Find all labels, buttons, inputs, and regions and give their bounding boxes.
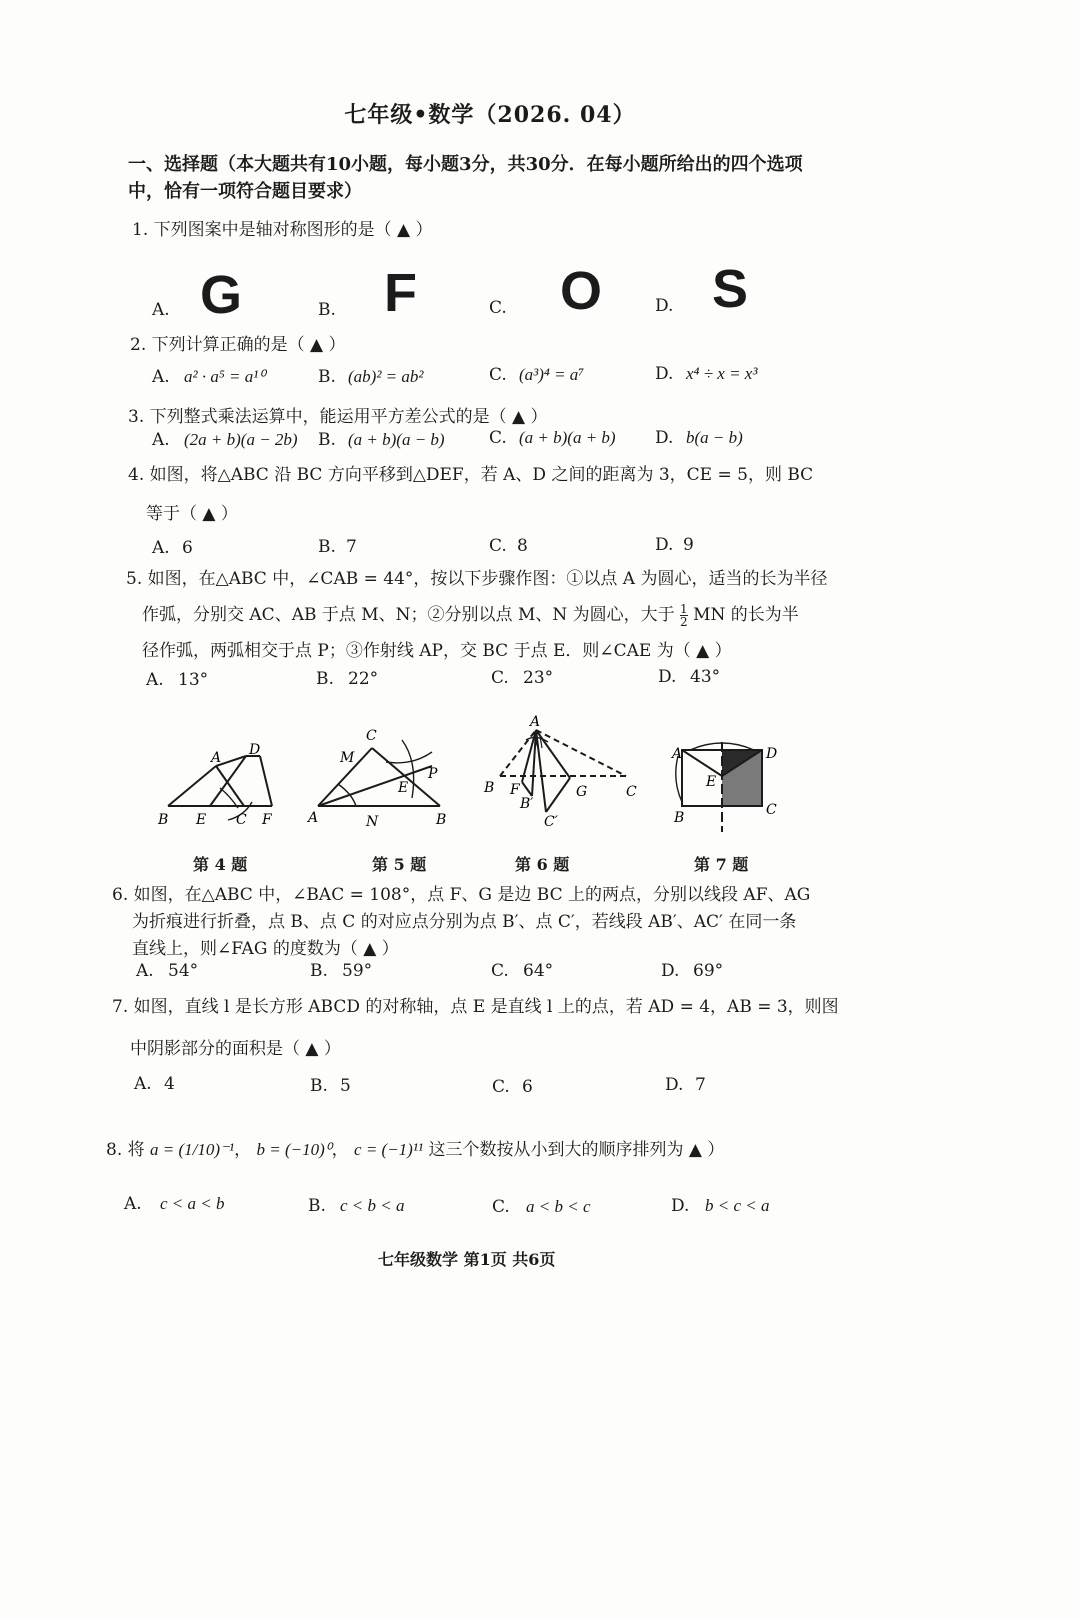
- q1-stem: 1. 下列图案中是轴对称图形的是（ ▲ ）: [132, 220, 433, 240]
- figure-q6: [478, 712, 648, 832]
- figure-q6-caption: 第 6 题: [515, 855, 570, 874]
- q8-b-expr: b = (−10)⁰: [256, 1140, 332, 1159]
- q5-option-c-label: C.: [491, 668, 509, 688]
- q3-option-b: (a + b)(a − b): [348, 430, 445, 449]
- q6-option-b-label: B.: [310, 961, 328, 981]
- q2-option-b-label: B.: [318, 367, 336, 387]
- q6-line1: 6. 如图，在△ABC 中，∠BAC = 108°，点 F、G 是边 BC 上的两点，分别以线段 AF、AG: [112, 885, 811, 905]
- q6-line3: 直线上，则∠FAG 的度数为（ ▲ ）: [132, 939, 399, 959]
- q7-option-a-label: A.: [134, 1074, 152, 1094]
- q5-line2: [142, 600, 799, 628]
- q7-line1: 7. 如图，直线 l 是长方形 ABCD 的对称轴，点 E 是直线 l 上的点，若 AD = 4，AB = 3，则图: [112, 997, 839, 1017]
- q8-option-c-label: C.: [492, 1197, 510, 1217]
- q4-line1: 4. 如图，将△ABC 沿 BC 方向平移到△DEF，若 A、D 之间的距离为 3，CE = 5，则 BC: [128, 465, 814, 485]
- q3-stem: 3. 下列整式乘法运算中，能运用平方差公式的是（ ▲ ）: [128, 407, 548, 427]
- q8-option-a-label: A.: [124, 1194, 142, 1214]
- fig4-label-f: F: [262, 812, 272, 828]
- q5-fraction: [680, 603, 688, 628]
- q5-option-c: 23°: [523, 668, 554, 688]
- fig7-label-d: D: [766, 746, 778, 762]
- q4-option-d: 9: [683, 535, 694, 555]
- figure-q4: [150, 740, 290, 840]
- fig6-label-bprime: B′: [520, 796, 534, 812]
- q2-option-d: x⁴ ÷ x = x³: [686, 364, 758, 383]
- fig6-label-f: F: [510, 782, 520, 798]
- q1-option-c-glyph: O: [560, 261, 603, 321]
- fig4-label-c: C: [236, 812, 247, 828]
- q7-option-c-label: C.: [492, 1077, 510, 1097]
- figure-q7: [668, 736, 798, 836]
- q2-option-b: (ab)² = ab²: [348, 367, 424, 386]
- q6-option-b: 59°: [342, 961, 373, 981]
- q2-option-d-label: D.: [655, 364, 674, 384]
- page-footer: 七年级数学 第1页 共6页: [378, 1250, 556, 1269]
- fig5-label-m: M: [340, 750, 355, 766]
- q3-option-d-label: D.: [655, 428, 674, 448]
- q3-option-a-label: A.: [152, 430, 170, 450]
- fig4-label-d: D: [249, 742, 261, 758]
- q2-stem: 2. 下列计算正确的是（ ▲ ）: [130, 335, 346, 355]
- figure-q4-caption: 第 4 题: [193, 855, 248, 874]
- q6-option-c: 64°: [523, 961, 554, 981]
- q1-option-b-label: B.: [318, 300, 336, 320]
- q5-line1: 5. 如图，在△ABC 中，∠CAB = 44°，按以下步骤作图：①以点 A 为圆心，适当的长为半径: [126, 569, 828, 589]
- figure-q5-caption: 第 5 题: [372, 855, 427, 874]
- q4-option-c: 8: [517, 536, 528, 556]
- fig7-label-a: A: [672, 746, 683, 762]
- q5-line2-b: MN 的长为半: [693, 605, 799, 625]
- q5-line3: 径作弧，两弧相交于点 P；③作射线 AP，交 BC 于点 E．则∠CAE 为（ ▲ ）: [142, 641, 732, 661]
- q5-option-a-label: A.: [146, 670, 164, 690]
- q7-option-d-label: D.: [665, 1075, 684, 1095]
- q4-option-b: 7: [346, 537, 357, 557]
- section-header-line1: 一、选择题（本大题共有10小题，每小题3分，共30分．在每小题所给出的四个选项: [128, 154, 803, 175]
- q3-option-b-label: B.: [318, 430, 336, 450]
- q4-option-a: 6: [182, 538, 193, 558]
- q1-option-a-glyph: G: [200, 265, 243, 325]
- fig5-label-a: A: [308, 810, 319, 826]
- fig6-label-cprime: C′: [544, 814, 558, 830]
- q5-option-b-label: B.: [316, 669, 334, 689]
- figure-q7-caption: 第 7 题: [694, 855, 749, 874]
- fig4-label-a: A: [211, 750, 222, 766]
- q5-fraction-num: 1: [680, 602, 688, 616]
- q3-option-c-label: C.: [489, 428, 507, 448]
- q1-option-b-glyph: F: [384, 263, 417, 323]
- fig6-label-c: C: [626, 784, 637, 800]
- fig6-label-g: G: [576, 784, 588, 800]
- fig5-label-n: N: [366, 814, 379, 830]
- q6-option-d-label: D.: [661, 961, 680, 981]
- fig4-label-b: B: [158, 812, 169, 828]
- q7-option-b-label: B.: [310, 1076, 328, 1096]
- q2-option-a-label: A.: [152, 367, 170, 387]
- q8-c-expr: c = (−1)¹¹: [354, 1140, 424, 1159]
- q6-line2: 为折痕进行折叠，点 B、点 C 的对应点分别为点 B′、点 C′，若线段 AB′、AC′ 在同一条: [132, 912, 797, 932]
- q8-a-expr: a = (1/10)⁻¹: [150, 1140, 235, 1159]
- q5-option-b: 22°: [348, 669, 379, 689]
- q7-option-b: 5: [340, 1076, 351, 1096]
- fig5-label-p: P: [428, 766, 438, 782]
- fig5-label-e: E: [398, 780, 409, 796]
- fig7-label-c: C: [766, 802, 777, 818]
- q8-option-d-label: D.: [671, 1196, 690, 1216]
- section-header-line2: 中，恰有一项符合题目要求）: [128, 181, 362, 202]
- q4-option-a-label: A.: [152, 538, 170, 558]
- q8-stem: 8. 将 a = (1/10)⁻¹， b = (−10)⁰， c = (−1)¹¹ 这三个数按从小到大的顺序排列为 ▲ ）: [106, 1140, 725, 1160]
- q1-option-d-glyph: S: [712, 259, 749, 319]
- q6-option-a: 54°: [168, 961, 199, 981]
- q8-lead: 8. 将: [106, 1140, 145, 1160]
- q7-line2: 中阴影部分的面积是（ ▲ ）: [130, 1039, 341, 1059]
- q5-line2-a: 作弧，分别交 AC、AB 于点 M、N；②分别以点 M、N 为圆心，大于: [142, 605, 675, 625]
- q5-option-d-label: D.: [658, 667, 677, 687]
- fig7-label-b: B: [674, 810, 685, 826]
- q1-option-c-label: C.: [489, 298, 507, 318]
- q7-option-d: 7: [695, 1075, 706, 1095]
- q6-option-c-label: C.: [491, 961, 509, 981]
- fig4-label-e: E: [196, 812, 207, 828]
- q6-option-a-label: A.: [136, 961, 154, 981]
- page-title: 七年级•数学（2026. 04）: [344, 102, 636, 128]
- q5-option-a: 13°: [178, 670, 209, 690]
- q2-option-a: a² · a⁵ = a¹⁰: [184, 367, 266, 386]
- q2-option-c-label: C.: [489, 365, 507, 385]
- q2-option-c: (a³)⁴ = a⁷: [519, 365, 585, 384]
- q5-option-d: 43°: [690, 667, 721, 687]
- q7-option-c: 6: [522, 1077, 533, 1097]
- q8-tail: 这三个数按从小到大的顺序排列为 ▲ ）: [428, 1140, 725, 1160]
- q1-option-a-label: A.: [152, 300, 170, 320]
- q8-option-c: a < b < c: [526, 1197, 591, 1216]
- q7-option-a: 4: [164, 1074, 175, 1094]
- fig5-label-c: C: [366, 728, 377, 744]
- q4-option-b-label: B.: [318, 537, 336, 557]
- fig7-label-e: E: [706, 774, 717, 790]
- fig6-label-b: B: [484, 780, 495, 796]
- fig6-label-a: A: [530, 714, 541, 730]
- q3-option-c: (a + b)(a + b): [519, 428, 616, 447]
- figure-q5: [300, 722, 460, 832]
- q8-option-a: c < a < b: [160, 1194, 225, 1213]
- q3-option-d: b(a − b): [686, 428, 743, 447]
- fig5-label-b: B: [436, 812, 447, 828]
- q6-option-d: 69°: [693, 961, 724, 981]
- q1-option-d-label: D.: [655, 296, 674, 316]
- q8-option-b: c < b < a: [340, 1196, 405, 1215]
- q4-option-d-label: D.: [655, 535, 674, 555]
- q8-option-d: b < c < a: [705, 1196, 770, 1215]
- q3-option-a: (2a + b)(a − 2b): [184, 430, 298, 449]
- q4-line2: 等于（ ▲ ）: [146, 504, 238, 524]
- q4-option-c-label: C.: [489, 536, 507, 556]
- q8-option-b-label: B.: [308, 1196, 326, 1216]
- q5-fraction-den: 2: [680, 615, 688, 629]
